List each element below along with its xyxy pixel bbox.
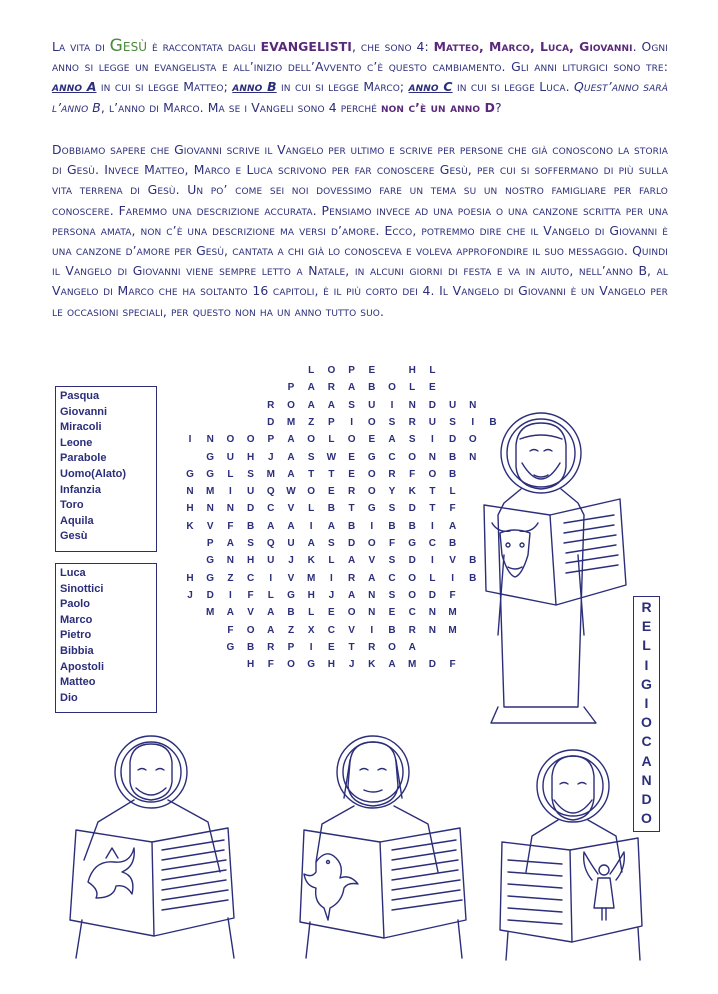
grid-letter: A bbox=[448, 520, 457, 532]
grid-letter: K bbox=[408, 486, 416, 498]
vertical-letter: L bbox=[642, 637, 651, 654]
grid-letter: L bbox=[328, 434, 335, 446]
grid-letter: I bbox=[451, 572, 454, 584]
grid-letter: W bbox=[286, 486, 296, 498]
word-list-item: Toro bbox=[60, 499, 84, 512]
grid-letter: G bbox=[206, 572, 215, 584]
no-year-d: non c’è un anno D bbox=[381, 99, 495, 115]
anno-c: anno C bbox=[408, 79, 453, 95]
grid-letter: G bbox=[307, 659, 316, 671]
grid-letter: B bbox=[469, 555, 477, 567]
grid-letter: D bbox=[428, 399, 436, 411]
grid-letter: V bbox=[287, 572, 295, 584]
grid-letter: E bbox=[388, 607, 396, 619]
vertical-letter: N bbox=[641, 771, 652, 788]
grid-letter: G bbox=[226, 641, 235, 653]
grid-letter: F bbox=[449, 503, 456, 515]
grid-letter: O bbox=[367, 468, 376, 480]
grid-letter: W bbox=[326, 451, 337, 463]
grid-letter: U bbox=[448, 399, 457, 411]
grid-letter: A bbox=[267, 520, 275, 532]
grid-letter: I bbox=[370, 520, 374, 532]
text: . Ogni anno si legge un evangelista e all’inizio dell’Avvento c’è questo cambiamento. Gli anni liturgici sono tre: bbox=[52, 39, 668, 75]
grid-letter: S bbox=[247, 468, 254, 480]
word-list-item: Apostoli bbox=[60, 660, 104, 673]
grid-letter: I bbox=[188, 434, 192, 446]
grid-letter: J bbox=[348, 659, 355, 671]
grid-letter: A bbox=[287, 451, 295, 463]
word-list-item: Bibbia bbox=[60, 644, 94, 657]
grid-letter: O bbox=[367, 416, 376, 428]
grid-letter: A bbox=[388, 659, 396, 671]
grid-letter: T bbox=[348, 503, 355, 515]
vertical-letter: E bbox=[641, 618, 652, 635]
grid-letter: D bbox=[246, 503, 255, 515]
grid-letter: F bbox=[227, 520, 234, 532]
grid-letter: B bbox=[246, 520, 255, 532]
grid-letter: O bbox=[428, 468, 437, 480]
grid-letter: F bbox=[247, 589, 254, 601]
angel-icon bbox=[584, 852, 625, 920]
saint-ox-figure bbox=[476, 405, 636, 730]
grid-letter: N bbox=[368, 607, 376, 619]
grid-letter: C bbox=[388, 451, 396, 463]
grid-letter: M bbox=[206, 607, 215, 619]
grid-letter: O bbox=[408, 572, 417, 584]
grid-letter: V bbox=[247, 607, 254, 619]
grid-letter: C bbox=[388, 572, 396, 584]
grid-letter: V bbox=[287, 503, 295, 515]
grid-letter: A bbox=[287, 434, 295, 446]
grid-letter: C bbox=[408, 607, 416, 619]
grid-letter: F bbox=[449, 589, 456, 601]
word-list-item: Leone bbox=[60, 436, 93, 449]
text: in cui si legge Marco; bbox=[276, 79, 409, 95]
grid-letter: E bbox=[429, 382, 436, 394]
grid-letter: H bbox=[307, 589, 315, 601]
grid-letter: O bbox=[287, 659, 295, 671]
text: ? bbox=[494, 99, 502, 115]
grid-letter: R bbox=[347, 572, 356, 584]
grid-letter: R bbox=[408, 416, 416, 428]
grid-letter: J bbox=[288, 555, 294, 567]
grid-letter: R bbox=[408, 624, 416, 636]
grid-letter: V bbox=[206, 520, 214, 532]
grid-letter: G bbox=[367, 451, 376, 463]
grid-letter: C bbox=[428, 538, 436, 549]
grid-letter: N bbox=[226, 555, 234, 567]
grid-letter: D bbox=[206, 589, 214, 601]
grid-letter: S bbox=[408, 434, 416, 446]
grid-letter: A bbox=[267, 624, 275, 636]
grid-letter: S bbox=[388, 416, 396, 428]
grid-letter: N bbox=[469, 399, 477, 411]
text: , che sono 4: bbox=[352, 39, 434, 54]
grid-letter: A bbox=[368, 572, 376, 584]
grid-letter: Q bbox=[266, 486, 275, 498]
grid-letter: S bbox=[307, 451, 315, 463]
grid-letter: A bbox=[267, 607, 275, 619]
grid-letter: R bbox=[267, 641, 275, 653]
word-list-item: Pasqua bbox=[60, 390, 100, 402]
grid-letter: A bbox=[408, 641, 416, 653]
grid-letter: B bbox=[347, 520, 356, 532]
grid-letter: B bbox=[448, 468, 457, 480]
intro-paragraph bbox=[52, 36, 668, 118]
grid-letter: A bbox=[327, 399, 335, 411]
grid-letter: U bbox=[226, 451, 234, 463]
grid-letter: B bbox=[246, 641, 255, 653]
grid-letter: D bbox=[347, 538, 356, 549]
grid-letter: I bbox=[431, 434, 434, 446]
grid-letter: N bbox=[469, 451, 477, 463]
grid-letter: S bbox=[449, 416, 456, 428]
grid-letter: M bbox=[286, 416, 296, 428]
grid-letter: J bbox=[268, 451, 274, 463]
grid-letter: B bbox=[327, 503, 335, 515]
grid-letter: M bbox=[266, 468, 275, 480]
vertical-letter: D bbox=[641, 791, 652, 807]
grid-letter: N bbox=[408, 399, 416, 411]
grid-letter: H bbox=[408, 365, 416, 376]
grid-letter: K bbox=[186, 520, 194, 532]
grid-letter: M bbox=[448, 607, 457, 619]
word-list-item: Miracoli bbox=[60, 421, 102, 434]
grid-letter: O bbox=[347, 607, 356, 619]
grid-letter: Y bbox=[388, 486, 396, 498]
grid-letter: H bbox=[186, 572, 194, 584]
grid-letter: R bbox=[327, 382, 335, 394]
grid-letter: G bbox=[206, 468, 215, 480]
grid-letter: H bbox=[246, 451, 255, 463]
grid-letter: I bbox=[309, 641, 313, 653]
grid-letter: H bbox=[327, 659, 335, 671]
grid-letter: F bbox=[449, 659, 456, 671]
grid-letter: I bbox=[431, 555, 434, 567]
grid-letter: N bbox=[186, 486, 194, 498]
grid-letter: I bbox=[309, 520, 313, 532]
grid-letter: M bbox=[448, 624, 457, 636]
word-list-item: Aquila bbox=[60, 514, 94, 527]
grid-letter: E bbox=[368, 365, 376, 376]
grid-letter: T bbox=[328, 468, 335, 480]
eagle-icon bbox=[304, 854, 358, 920]
grid-letter: O bbox=[287, 399, 295, 411]
grid-letter: E bbox=[328, 607, 335, 619]
grid-letter: I bbox=[330, 572, 333, 584]
vertical-letter: I bbox=[644, 656, 649, 673]
vertical-letter: G bbox=[641, 675, 652, 692]
grid-letter: T bbox=[308, 468, 315, 480]
grid-letter: R bbox=[347, 486, 356, 498]
grid-letter: U bbox=[287, 538, 295, 549]
gesu-word: Gesù bbox=[109, 36, 148, 56]
word-list-item: Gesù bbox=[60, 530, 88, 543]
word-list-item: Matteo bbox=[60, 676, 96, 689]
grid-letter: C bbox=[246, 572, 255, 584]
word-list-item: Infanzia bbox=[60, 483, 101, 496]
grid-letter: D bbox=[428, 659, 436, 671]
text: in cui si legge Matteo; bbox=[96, 79, 233, 95]
grid-letter: I bbox=[370, 624, 374, 636]
grid-letter: G bbox=[367, 503, 376, 515]
grid-letter: O bbox=[367, 486, 376, 498]
grid-letter: L bbox=[328, 555, 335, 567]
grid-letter: O bbox=[307, 486, 316, 498]
word-list-item: Giovanni bbox=[60, 405, 108, 418]
grid-letter: B bbox=[388, 624, 396, 636]
grid-letter: P bbox=[267, 434, 275, 446]
word-list-1 bbox=[55, 386, 157, 552]
grid-letter: H bbox=[246, 659, 255, 671]
word-list-item: Parabole bbox=[60, 452, 107, 465]
vertical-letter: C bbox=[641, 733, 652, 750]
grid-letter: X bbox=[307, 624, 315, 636]
grid-letter: U bbox=[368, 399, 376, 411]
grid-letter: N bbox=[428, 607, 436, 619]
grid-letter: A bbox=[307, 382, 315, 394]
grid-letter: R bbox=[267, 399, 275, 411]
grid-letter: T bbox=[348, 641, 355, 653]
grid-letter: U bbox=[428, 416, 436, 428]
grid-letter: M bbox=[307, 572, 316, 584]
grid-letter: S bbox=[328, 538, 335, 549]
grid-letter: K bbox=[368, 659, 376, 671]
word-list-2 bbox=[55, 563, 157, 713]
grid-letter: D bbox=[267, 416, 275, 428]
grid-letter: I bbox=[471, 416, 475, 428]
grid-letter: F bbox=[388, 538, 396, 549]
grid-letter: T bbox=[429, 503, 436, 515]
lion-icon bbox=[88, 848, 134, 898]
grid-letter: B bbox=[388, 520, 396, 532]
grid-letter: O bbox=[367, 538, 376, 549]
grid-letter: O bbox=[408, 589, 417, 601]
grid-letter: G bbox=[186, 468, 194, 480]
grid-letter: R bbox=[368, 641, 376, 653]
grid-letter: D bbox=[408, 503, 416, 515]
word-list-item: Pietro bbox=[60, 629, 92, 642]
vertical-letter: R bbox=[641, 599, 652, 615]
grid-letter: Q bbox=[266, 538, 275, 549]
grid-letter: S bbox=[388, 503, 396, 515]
anno-a: anno A bbox=[52, 79, 97, 95]
grid-letter: Z bbox=[308, 416, 315, 428]
saint-angel-figure bbox=[498, 742, 648, 962]
grid-letter: F bbox=[227, 624, 234, 636]
grid-letter: L bbox=[308, 607, 315, 619]
vertical-letter: O bbox=[641, 714, 652, 731]
grid-letter: I bbox=[390, 399, 394, 411]
vertical-letter: A bbox=[641, 752, 652, 769]
grid-letter: A bbox=[226, 538, 234, 549]
text: in cui si legge Luca. bbox=[452, 79, 575, 95]
grid-letter: E bbox=[328, 641, 335, 653]
grid-letter: A bbox=[347, 589, 356, 601]
vertical-letter: I bbox=[644, 695, 649, 711]
grid-letter: H bbox=[186, 503, 194, 515]
grid-letter: V bbox=[449, 555, 456, 567]
grid-letter: S bbox=[247, 538, 254, 549]
grid-letter: A bbox=[347, 382, 356, 394]
grid-letter: A bbox=[307, 538, 315, 549]
grid-letter: R bbox=[388, 468, 396, 480]
grid-letter: A bbox=[226, 607, 234, 619]
grid-letter: L bbox=[409, 382, 416, 394]
saint-eagle-figure bbox=[298, 732, 478, 962]
grid-letter: G bbox=[206, 555, 215, 567]
grid-letter: B bbox=[489, 416, 497, 428]
grid-letter: O bbox=[347, 434, 356, 446]
grid-letter: O bbox=[307, 434, 316, 446]
grid-letter: P bbox=[206, 538, 214, 549]
grid-letter: N bbox=[206, 503, 214, 515]
grid-letter: G bbox=[206, 451, 215, 463]
grid-letter: P bbox=[328, 416, 335, 428]
grid-letter: F bbox=[409, 468, 416, 480]
grid-letter: T bbox=[429, 486, 436, 498]
grid-letter: O bbox=[388, 382, 396, 394]
grid-letter: K bbox=[307, 555, 315, 567]
word-list-item: Dio bbox=[60, 691, 78, 704]
saint-lion-figure bbox=[58, 732, 238, 962]
word-list-item: Luca bbox=[60, 567, 86, 579]
evangelist-names: Matteo, Marco, Luca, Giovanni bbox=[433, 39, 633, 54]
grid-letter: E bbox=[348, 451, 355, 463]
grid-letter: J bbox=[328, 589, 335, 601]
grid-letter: M bbox=[206, 486, 215, 498]
grid-letter: C bbox=[267, 503, 275, 515]
grid-letter: L bbox=[429, 365, 436, 376]
grid-letter: A bbox=[287, 468, 295, 480]
grid-letter: P bbox=[348, 365, 355, 376]
john-paragraph: Dobbiamo sapere che Giovanni scrive il Vangelo per ultimo e scrive per persone che già conoscono la storia di Gesù. Invece Matteo, Marco e Luca scrivono per far conoscere Gesù, per cui si soffermano di più sulla vita terrena di Gesù. Un po’ come sei noi dovessimo fare un tema su un nostro famigliare per farlo conoscere. Faremmo una descrizione accurata. Pensiamo invece ad una poesia o una canzone scritta per una persona amata, non c’è una descrizione ma versi d’amore. Ecco, potremmo dire che il Vangelo di Giovanni è una canzone d’amore per Gesù, cantata a chi già lo conosceva e voleva approfondire il suo messaggio. Quindi il Vangelo di Giovanni viene sempre letto a Natale, in alcuni giorni di festa e va in aiuto, nell’anno B, al Vangelo di Marco che ha soltanto 16 capitoli, è il più corto dei 4. Il Vangelo di Giovanni è un Vangelo per le occasioni speciali, per questo non ha un anno tutto suo. bbox=[52, 142, 668, 319]
grid-letter: A bbox=[347, 555, 356, 567]
grid-letter: V bbox=[368, 555, 376, 567]
grid-letter: L bbox=[449, 486, 456, 498]
grid-letter: G bbox=[408, 538, 417, 549]
grid-letter: I bbox=[269, 572, 273, 584]
word-list-item: Paolo bbox=[60, 598, 90, 611]
grid-letter: I bbox=[229, 589, 232, 601]
grid-letter: U bbox=[246, 486, 255, 498]
grid-letter: I bbox=[431, 520, 434, 532]
grid-letter: I bbox=[350, 416, 353, 428]
grid-letter: M bbox=[408, 659, 417, 671]
grid-letter: L bbox=[308, 503, 315, 515]
grid-letter: N bbox=[368, 589, 376, 601]
grid-letter: J bbox=[187, 589, 193, 601]
text: , l’anno di Marco. Ma se i Vangeli sono 4 perché bbox=[100, 99, 382, 115]
grid-letter: O bbox=[226, 434, 235, 446]
grid-letter: D bbox=[448, 434, 457, 446]
text: La vita di bbox=[52, 39, 110, 54]
grid-letter: A bbox=[327, 520, 335, 532]
grid-letter: F bbox=[267, 659, 274, 671]
vertical-letter: O bbox=[641, 810, 652, 827]
anno-b: anno B bbox=[232, 79, 277, 95]
grid-letter: B bbox=[469, 572, 477, 584]
grid-letter: O bbox=[327, 365, 336, 376]
grid-letter: D bbox=[408, 555, 416, 567]
grid-letter: C bbox=[327, 624, 335, 636]
grid-letter: O bbox=[388, 641, 396, 653]
grid-letter: N bbox=[428, 624, 436, 636]
evangelisti-word: EVANGELISTI bbox=[260, 39, 352, 54]
grid-letter: L bbox=[227, 468, 234, 480]
grid-letter: P bbox=[287, 382, 295, 394]
grid-letter: V bbox=[348, 624, 355, 636]
word-list-item: Sinottici bbox=[60, 582, 104, 595]
grid-letter: A bbox=[287, 520, 295, 532]
grid-letter: P bbox=[287, 641, 295, 653]
grid-letter: Z bbox=[287, 624, 295, 636]
grid-letter: U bbox=[267, 555, 275, 567]
grid-letter: E bbox=[348, 468, 355, 480]
grid-letter: Z bbox=[227, 572, 234, 584]
grid-letter: N bbox=[226, 503, 234, 515]
grid-letter: S bbox=[388, 555, 396, 567]
grid-letter: L bbox=[308, 365, 315, 376]
this-year: Quest’anno sarà l’anno B bbox=[52, 79, 668, 115]
text: è raccontata dagli bbox=[147, 39, 261, 54]
grid-letter: I bbox=[229, 486, 232, 498]
grid-letter: D bbox=[428, 589, 436, 601]
grid-letter: L bbox=[267, 589, 274, 601]
grid-letter: A bbox=[388, 434, 396, 446]
word-list-item: Marco bbox=[60, 613, 93, 626]
grid-letter: H bbox=[246, 555, 255, 567]
grid-letter: B bbox=[448, 538, 457, 549]
grid-letter: B bbox=[368, 382, 376, 394]
grid-letter: N bbox=[428, 451, 436, 463]
grid-letter: O bbox=[468, 434, 477, 446]
word-list-item: Uomo(Alato) bbox=[60, 467, 126, 480]
grid-letter: B bbox=[408, 520, 416, 532]
grid-letter: B bbox=[287, 607, 295, 619]
grid-letter: B bbox=[448, 451, 457, 463]
grid-letter: E bbox=[368, 434, 376, 446]
grid-letter: A bbox=[307, 399, 315, 411]
grid-letter: O bbox=[408, 451, 417, 463]
grid-letter: N bbox=[206, 434, 214, 446]
grid-letter: L bbox=[429, 572, 436, 584]
grid-letter: O bbox=[246, 624, 255, 636]
grid-letter: O bbox=[246, 434, 255, 446]
grid-letter: E bbox=[328, 486, 335, 498]
grid-letter: G bbox=[287, 589, 295, 601]
grid-letter: S bbox=[388, 589, 396, 601]
grid-letter: S bbox=[348, 399, 355, 411]
